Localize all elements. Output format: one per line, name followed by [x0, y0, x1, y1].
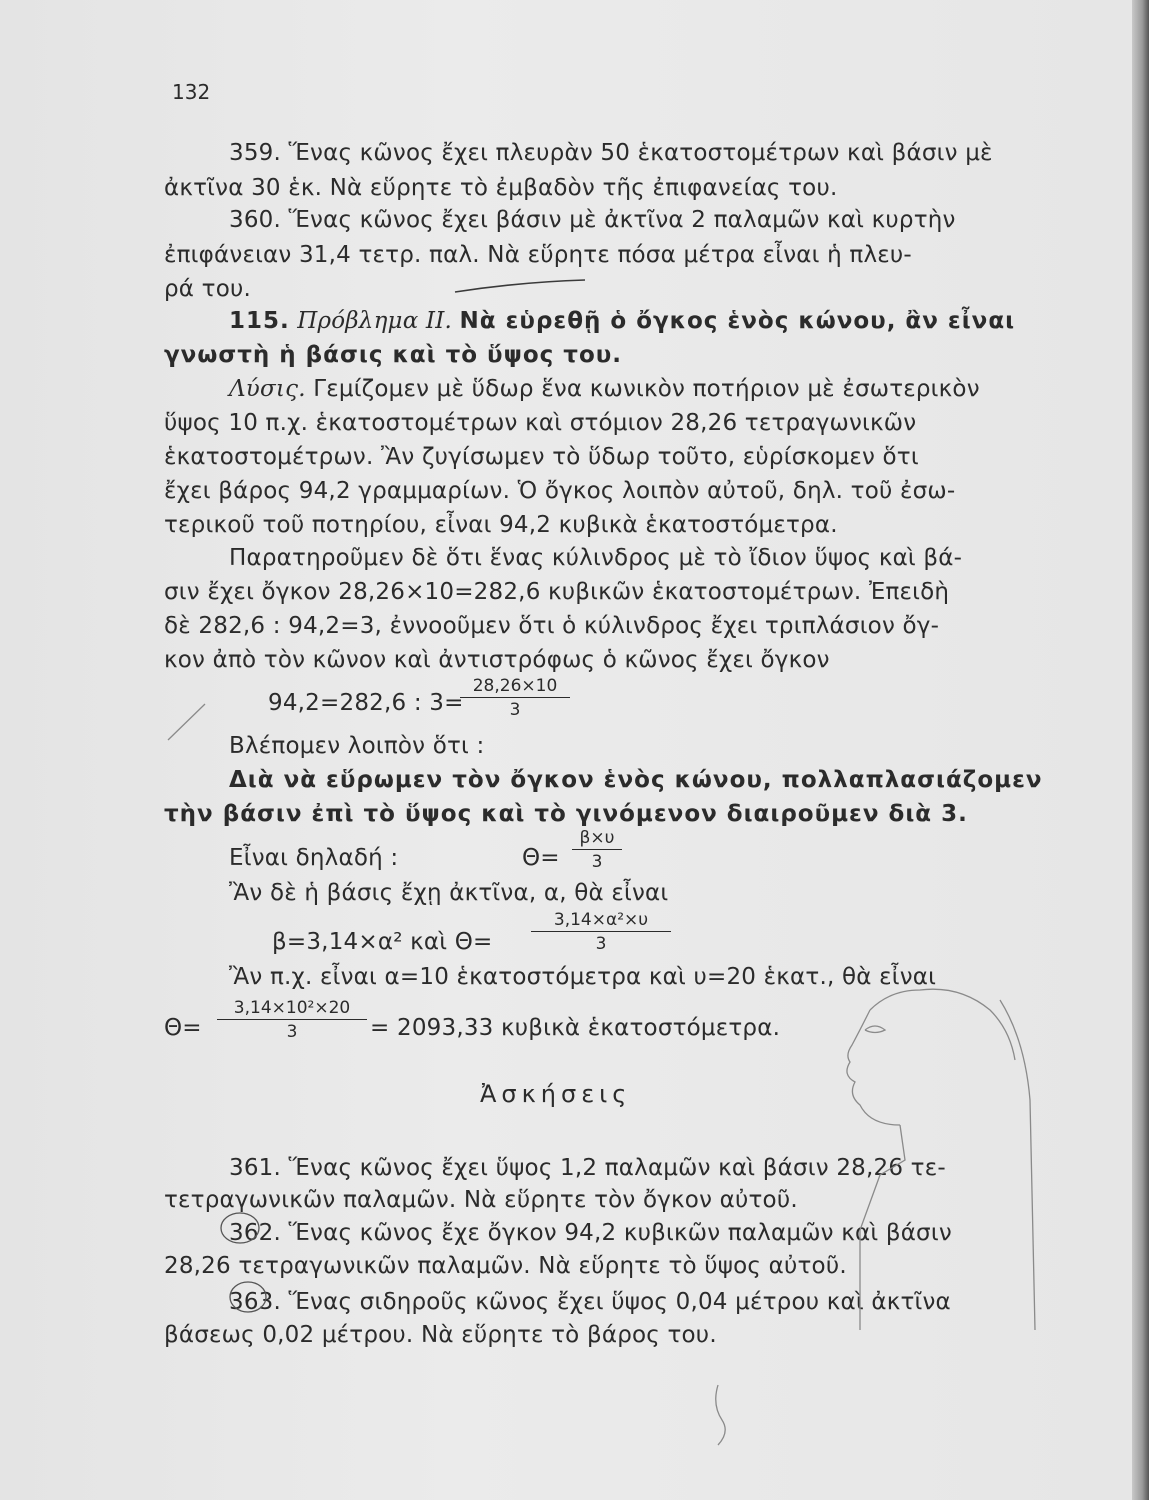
exercise-360-line-3: ρά του.: [164, 276, 252, 302]
radius-line: Ἂν δὲ ἡ βάσις ἔχῃ ἀκτῖνα, α, θὰ εἶναι: [229, 880, 669, 906]
equation-3-lhs: Θ=: [164, 1015, 202, 1041]
book-spine: [1132, 0, 1149, 1500]
equation-2-left: β=3,14×α² καὶ Θ=: [272, 929, 493, 955]
equation-1-numerator: 28,26×10: [460, 676, 570, 698]
observe-line-3: δὲ 282,6 : 94,2=3, ἐννοοῦμεν ὅτι ὁ κύλινδρος ἔχει τριπλάσιον ὄγ-: [164, 613, 940, 639]
pencil-circle-363: [230, 1282, 266, 1312]
equation-3-rhs: = 2093,33 κυβικὰ ἑκατοστόμετρα.: [370, 1015, 781, 1041]
face-sketch: [716, 989, 1035, 1445]
exercise-359-line-1: 359. Ἕνας κῶνος ἔχει πλευρὰν 50 ἑκατοστομέτρων καὶ βάσιν μὲ: [229, 140, 993, 166]
formula-label: Εἶναι δηλαδή :: [229, 845, 399, 871]
pencil-underline: [455, 280, 585, 292]
exercise-362-line-1: 362. Ἕνας κῶνος ἔχε ὄγκον 94,2 κυβικῶν παλαμῶν καὶ βάσιν: [229, 1220, 952, 1246]
see-therefore: Βλέπομεν λοιπὸν ὅτι :: [229, 733, 485, 759]
problem-label: Πρόβλημα ΙΙ.: [297, 308, 453, 334]
exercise-363-line-2: βάσεως 0,02 μέτρου. Νὰ εὕρητε τὸ βάρος του.: [164, 1322, 717, 1348]
formula-lhs: Θ=: [522, 845, 560, 871]
exercises-heading: Ἀσκήσεις: [480, 1080, 632, 1108]
rule-line-2: τὴν βάσιν ἐπὶ τὸ ὕψος καὶ τὸ γινόμενον διαιροῦμεν διὰ 3.: [164, 801, 968, 827]
solution-line-5: τερικοῦ τοῦ ποτηρίου, εἶναι 94,2 κυβικὰ ἑκατοστόμετρα.: [164, 512, 838, 538]
formula-numerator: β×υ: [572, 828, 622, 850]
example-line: Ἂν π.χ. εἶναι α=10 ἑκατοστόμετρα καὶ υ=20 ἑκατ., θὰ εἶναι: [229, 964, 937, 990]
exercise-361-line-1: 361. Ἕνας κῶνος ἔχει ὕψος 1,2 παλαμῶν καὶ βάσιν 28,26 τε-: [229, 1155, 946, 1181]
pencil-circle-362: [221, 1213, 259, 1243]
solution-label: Λύσις.: [229, 376, 306, 402]
observe-line-2: σιν ἔχει ὄγκον 28,26×10=282,6 κυβικῶν ἑκατοστομέτρων. Ἐπειδὴ: [164, 579, 950, 605]
exercise-359-line-2: ἀκτῖνα 30 ἑκ. Νὰ εὕρητε τὸ ἐμβαδὸν τῆς ἐπιφανείας του.: [164, 175, 838, 201]
observe-line-4: κον ἀπὸ τὸν κῶνον καὶ ἀντιστρόφως ὁ κῶνος ἔχει ὄγκον: [164, 647, 830, 673]
equation-1-lhs: 94,2=282,6 : 3=: [268, 690, 464, 716]
exercise-362-line-2: 28,26 τετραγωνικῶν παλαμῶν. Νὰ εὕρητε τὸ ὕψος αὐτοῦ.: [164, 1253, 847, 1279]
solution-line-3: ἑκατοστομέτρων. Ἂν ζυγίσωμεν τὸ ὕδωρ τοῦτο, εὑρίσκομεν ὅτι: [164, 444, 919, 470]
solution-line-2: ὕψος 10 π.χ. ἑκατοστομέτρων καὶ στόμιον 28,26 τετραγωνικῶν: [164, 410, 917, 436]
exercise-360-line-1: 360. Ἕνας κῶνος ἔχει βάσιν μὲ ἀκτῖνα 2 παλαμῶν καὶ κυρτὴν: [229, 207, 956, 233]
page-number: 132: [172, 80, 211, 104]
equation-1-denominator: 3: [509, 700, 521, 720]
formula-denominator: 3: [591, 852, 603, 872]
solution-line-4: ἔχει βάρος 94,2 γραμμαρίων. Ὁ ὄγκος λοιπὸν αὐτοῦ, δηλ. τοῦ ἐσω-: [164, 478, 956, 504]
pencil-slash: [168, 704, 205, 740]
equation-3-numerator: 3,14×10²×20: [217, 998, 367, 1020]
exercise-361-line-2: τετραγωνικῶν παλαμῶν. Νὰ εὕρητε τὸν ὄγκον αὐτοῦ.: [164, 1187, 798, 1213]
equation-2-numerator: 3,14×α²×υ: [531, 910, 671, 932]
equation-3-denominator: 3: [286, 1022, 298, 1042]
exercise-363-line-1: 363. Ἕνας σιδηροῦς κῶνος ἔχει ὕψος 0,04 μέτρου καὶ ἀκτῖνα: [229, 1289, 951, 1315]
observe-line-1: Παρατηροῦμεν δὲ ὅτι ἕνας κύλινδρος μὲ τὸ ἴδιον ὕψος καὶ βά-: [229, 545, 963, 571]
problem-number: 115.: [229, 308, 290, 334]
exercise-360-line-2: ἐπιφάνειαν 31,4 τετρ. παλ. Νὰ εὕρητε πόσα μέτρα εἶναι ἡ πλευ-: [164, 242, 912, 268]
equation-2-denominator: 3: [595, 934, 607, 954]
rule-line-1: Διὰ νὰ εὕρωμεν τὸν ὄγκον ἑνὸς κώνου, πολλαπλασιάζομεν: [229, 767, 1043, 793]
solution-text-1: Γεμίζομεν μὲ ὕδωρ ἕνα κωνικὸν ποτήριον μὲ ἐσωτερικὸν: [313, 376, 980, 402]
problem-title-1: Νὰ εὑρεθῇ ὁ ὄγκος ἑνὸς κώνου, ἂν εἶναι: [459, 308, 1016, 334]
problem-heading-line-2: γνωστὴ ἡ βάσις καὶ τὸ ὕψος του.: [164, 342, 623, 368]
